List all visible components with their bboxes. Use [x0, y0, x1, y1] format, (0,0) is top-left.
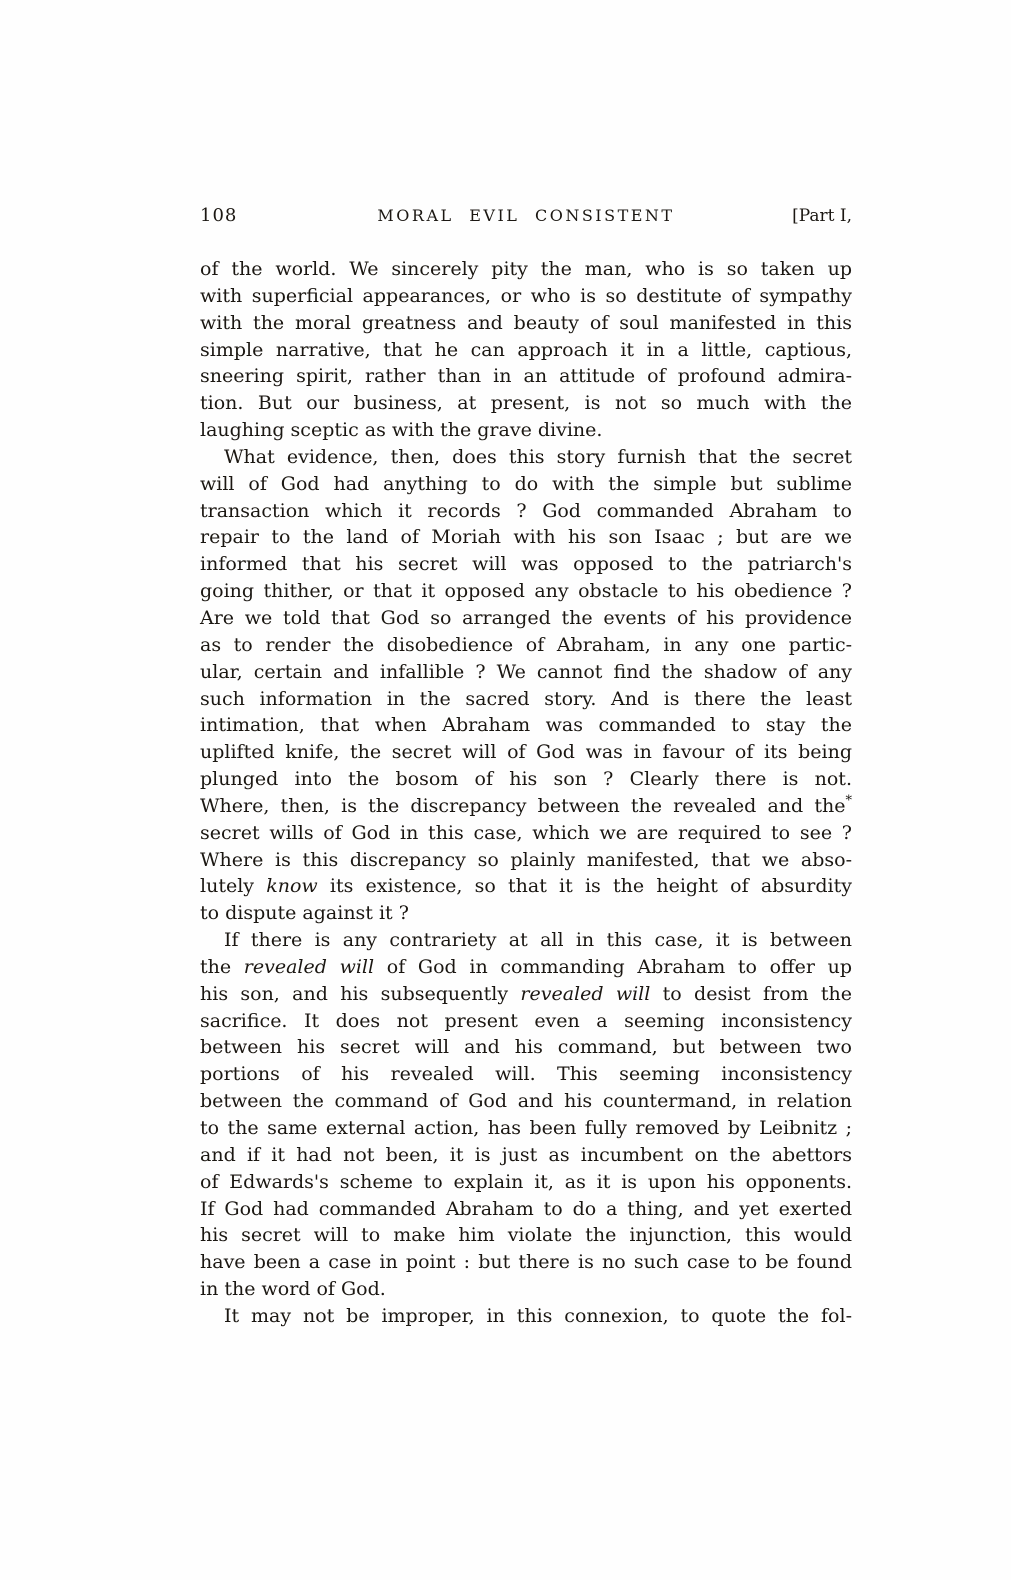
- text-line: [200, 578, 852, 605]
- text-line: [200, 659, 852, 686]
- text-segment: his son, and his subsequently: [200, 982, 521, 1005]
- text-line: [200, 283, 852, 310]
- text-segment: between his secret will and his command, but between two: [200, 1036, 852, 1059]
- text-segment: portions of his revealed will. This seeming inconsistency: [200, 1063, 852, 1086]
- running-title: MORAL EVIL CONSISTENT: [377, 206, 675, 225]
- text-line: [200, 337, 852, 364]
- text-line: [200, 793, 852, 820]
- text-line: [200, 981, 852, 1008]
- text-line: [200, 390, 852, 417]
- text-segment: and if it had not been, it is just as incumbent on the abettors: [200, 1143, 852, 1166]
- text-line: [200, 847, 852, 874]
- text-line: [200, 1196, 852, 1223]
- italic-text: revealed will: [243, 955, 375, 978]
- italic-text: revealed will: [520, 982, 651, 1005]
- text-segment: between the command of God and his countermand, in relation: [200, 1090, 852, 1113]
- text-segment: If God had commanded Abraham to do a thing, and yet exerted: [200, 1197, 852, 1220]
- text-segment: his secret will to make him violate the injunction, this would: [200, 1224, 852, 1247]
- text-line: [200, 551, 852, 578]
- text-segment: sneering spirit, rather than in an attitude of profound admira-: [200, 365, 852, 388]
- running-head: [200, 203, 852, 229]
- text-segment: repair to the land of Moriah with his son Isaac ; but are we: [200, 526, 852, 549]
- text-segment: its existence, so that it is the height of absurdity: [317, 875, 852, 898]
- text-line: [200, 820, 852, 847]
- page-number: 108: [200, 205, 238, 226]
- text-line: [200, 256, 852, 283]
- text-line: [200, 632, 852, 659]
- text-segment: to desist from the: [650, 982, 852, 1005]
- text-segment: of God in commanding Abraham to offer up: [374, 955, 853, 978]
- text-segment: as to render the disobedience of Abraham, in any one partic-: [200, 633, 852, 656]
- italic-text: know: [266, 875, 318, 898]
- text-line: [200, 873, 852, 900]
- text-line: [200, 1088, 852, 1115]
- text-segment: What evidence, then, does this story furnish that the secret: [224, 445, 852, 468]
- text-segment: sacrifice. It does not present even a seeming inconsistency: [200, 1009, 852, 1032]
- text-line: [200, 766, 852, 793]
- text-segment: the: [200, 955, 244, 978]
- text-line: [200, 417, 852, 444]
- text-segment: tion. But our business, at present, is not so much with the: [200, 392, 852, 415]
- text-line: [200, 498, 852, 525]
- text-line: [200, 686, 852, 713]
- text-segment: Where is this discrepancy so plainly manifested, that we abso-: [200, 848, 852, 871]
- text-segment: ular, certain and infallible ? We cannot find the shadow of any: [200, 660, 852, 683]
- text-segment: If there is any contrariety at all in this case, it is between: [224, 929, 852, 952]
- text-segment: Are we told that God so arranged the events of his providence: [200, 606, 852, 629]
- text-segment: plunged into the bosom of his son ? Clearly there is not.: [200, 768, 852, 791]
- text-segment: transaction which it records ? God commanded Abraham to: [200, 499, 852, 522]
- text-line: [200, 471, 852, 498]
- text-segment: will of God had anything to do with the simple but sublime: [200, 472, 852, 495]
- text-line: [200, 1034, 852, 1061]
- text-segment: laughing sceptic as with the grave divine.: [200, 419, 603, 442]
- text-segment: to dispute against it ?: [200, 902, 409, 925]
- text-segment: uplifted knife, the secret will of God was in favour of its being: [200, 741, 852, 764]
- text-line: [200, 310, 852, 337]
- text-segment: in the word of God.: [200, 1278, 386, 1301]
- text-line: [200, 1061, 852, 1088]
- text-segment: such information in the sacred story. And is there the least: [200, 687, 852, 710]
- text-segment: going thither, or that it opposed any obstacle to his obedience ?: [200, 580, 852, 603]
- text-line: [200, 1115, 852, 1142]
- text-line: [200, 1008, 852, 1035]
- text-line: [200, 524, 852, 551]
- text-segment: lutely: [200, 875, 267, 898]
- footnote-marker: *: [845, 793, 852, 809]
- text-line: [200, 1249, 852, 1276]
- paragraph: [200, 927, 852, 1303]
- text-segment: with superficial appearances, or who is so destitute of sympathy: [200, 284, 852, 307]
- text-line: [200, 712, 852, 739]
- text-line: [200, 1276, 852, 1303]
- text-segment: intimation, that when Abraham was commanded to stay the: [200, 714, 852, 737]
- part-label: [Part I,: [792, 206, 852, 226]
- paragraph: [200, 256, 852, 444]
- text-segment: with the moral greatness and beauty of soul manifested in this: [200, 311, 852, 334]
- text-segment: informed that his secret will was opposed to the patriarch's: [200, 553, 852, 576]
- text-line: [200, 900, 852, 927]
- paragraph: [200, 1303, 852, 1330]
- text-segment: to the same external action, has been fully removed by Leibnitz ;: [200, 1117, 852, 1139]
- text-segment: of Edwards's scheme to explain it, as it is upon his opponents.: [200, 1170, 852, 1193]
- text-line: [200, 1142, 852, 1169]
- text-line: [200, 363, 852, 390]
- paragraph: [200, 444, 852, 927]
- text-segment: Where, then, is the discrepancy between the revealed and the: [200, 794, 846, 817]
- text-segment: simple narrative, that he can approach it in a little, captious,: [200, 338, 852, 361]
- text-line: [200, 1222, 852, 1249]
- text-line: [200, 739, 852, 766]
- text-line: [200, 927, 852, 954]
- text-segment: It may not be improper, in this connexion, to quote the fol-: [224, 1304, 852, 1327]
- text-segment: secret wills of God in this case, which we are required to see ?: [200, 821, 852, 844]
- text-line: [200, 1303, 852, 1330]
- text-line: [200, 1169, 852, 1196]
- text-line: [200, 444, 852, 471]
- text-line: [200, 605, 852, 632]
- page-body: [200, 256, 852, 1330]
- text-line: [200, 954, 852, 981]
- text-segment: of the world. We sincerely pity the man, who is so taken up: [200, 258, 852, 280]
- text-segment: have been a case in point : but there is no such case to be found: [200, 1251, 852, 1274]
